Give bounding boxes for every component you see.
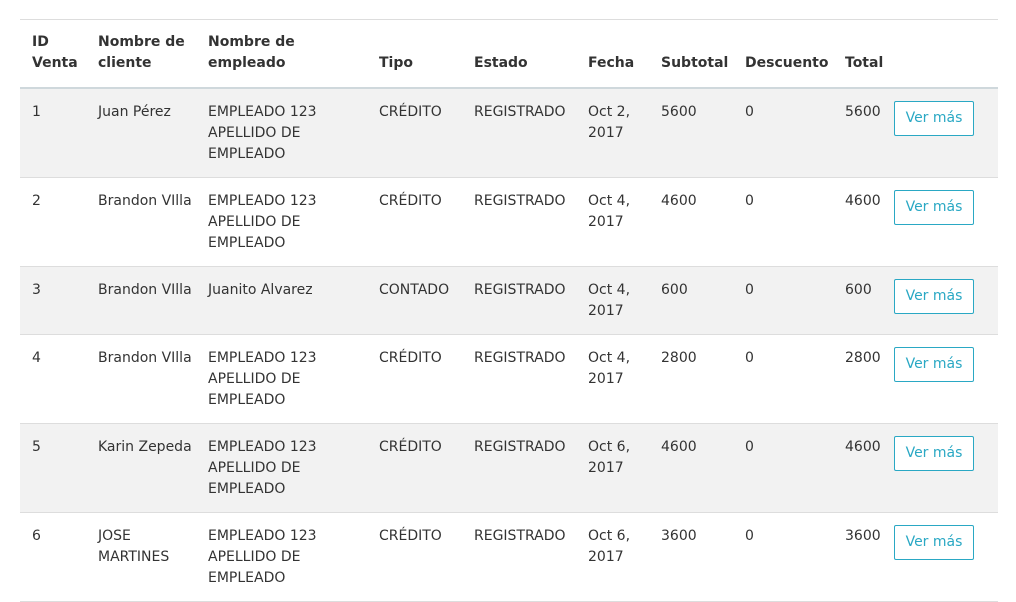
header-total: Total	[833, 20, 888, 89]
cell-total: 4600	[833, 424, 888, 513]
cell-tipo: CRÉDITO	[367, 335, 462, 424]
cell-nombre-cliente: JOSE MARTINES	[86, 513, 196, 602]
header-actions	[888, 20, 998, 89]
table-row	[20, 267, 998, 335]
cell-id-venta: 5	[20, 424, 86, 513]
ver-mas-button[interactable]: Ver más	[894, 101, 974, 136]
header-tipo: Tipo	[367, 20, 462, 89]
cell-nombre-empleado: EMPLEADO 123 APELLIDO DE EMPLEADO	[196, 424, 367, 513]
cell-total: 2800	[833, 335, 888, 424]
cell-fecha: Oct 2, 2017	[576, 88, 649, 178]
cell-descuento: 0	[733, 267, 833, 335]
cell-nombre-empleado: EMPLEADO 123 APELLIDO DE EMPLEADO	[196, 335, 367, 424]
cell-descuento: 0	[733, 513, 833, 602]
cell-nombre-empleado: Juanito Alvarez	[196, 267, 367, 335]
table-row	[20, 88, 998, 178]
header-nombre-empleado: Nombre de empleado	[196, 20, 367, 89]
cell-id-venta: 6	[20, 513, 86, 602]
cell-estado: REGISTRADO	[462, 88, 576, 178]
table-header-row	[20, 20, 998, 89]
header-subtotal: Subtotal	[649, 20, 733, 89]
cell-id-venta: 1	[20, 88, 86, 178]
cell-fecha: Oct 4, 2017	[576, 335, 649, 424]
cell-nombre-cliente: Brandon VIlla	[86, 178, 196, 267]
cell-tipo: CRÉDITO	[367, 513, 462, 602]
cell-estado: REGISTRADO	[462, 335, 576, 424]
sales-table	[20, 19, 998, 602]
cell-fecha: Oct 6, 2017	[576, 513, 649, 602]
cell-descuento: 0	[733, 178, 833, 267]
cell-total: 4600	[833, 178, 888, 267]
cell-nombre-cliente: Juan Pérez	[86, 88, 196, 178]
cell-actions	[888, 267, 998, 335]
cell-id-venta: 3	[20, 267, 86, 335]
cell-fecha: Oct 4, 2017	[576, 267, 649, 335]
cell-subtotal: 600	[649, 267, 733, 335]
header-fecha: Fecha	[576, 20, 649, 89]
cell-nombre-cliente: Karin Zepeda	[86, 424, 196, 513]
cell-descuento: 0	[733, 424, 833, 513]
cell-nombre-cliente: Brandon VIlla	[86, 267, 196, 335]
table-row	[20, 335, 998, 424]
header-estado: Estado	[462, 20, 576, 89]
cell-estado: REGISTRADO	[462, 267, 576, 335]
cell-total: 3600	[833, 513, 888, 602]
header-descuento: Descuento	[733, 20, 833, 89]
cell-total: 600	[833, 267, 888, 335]
ver-mas-button[interactable]: Ver más	[894, 279, 974, 314]
table-body	[20, 88, 998, 602]
table-row	[20, 513, 998, 602]
cell-actions	[888, 513, 998, 602]
cell-tipo: CRÉDITO	[367, 424, 462, 513]
cell-total: 5600	[833, 88, 888, 178]
cell-tipo: CRÉDITO	[367, 88, 462, 178]
cell-estado: REGISTRADO	[462, 513, 576, 602]
cell-fecha: Oct 6, 2017	[576, 424, 649, 513]
cell-tipo: CONTADO	[367, 267, 462, 335]
cell-nombre-empleado: EMPLEADO 123 APELLIDO DE EMPLEADO	[196, 513, 367, 602]
cell-nombre-empleado: EMPLEADO 123 APELLIDO DE EMPLEADO	[196, 178, 367, 267]
ver-mas-button[interactable]: Ver más	[894, 347, 974, 382]
ver-mas-button[interactable]: Ver más	[894, 436, 974, 471]
cell-actions	[888, 88, 998, 178]
cell-subtotal: 4600	[649, 178, 733, 267]
cell-actions	[888, 424, 998, 513]
sales-table-container	[20, 19, 998, 602]
cell-actions	[888, 178, 998, 267]
table-row	[20, 424, 998, 513]
cell-nombre-empleado: EMPLEADO 123 APELLIDO DE EMPLEADO	[196, 88, 367, 178]
cell-nombre-cliente: Brandon VIlla	[86, 335, 196, 424]
cell-subtotal: 4600	[649, 424, 733, 513]
cell-actions	[888, 335, 998, 424]
ver-mas-button[interactable]: Ver más	[894, 525, 974, 560]
cell-id-venta: 4	[20, 335, 86, 424]
header-id-venta: ID Venta	[20, 20, 86, 89]
ver-mas-button[interactable]: Ver más	[894, 190, 974, 225]
cell-id-venta: 2	[20, 178, 86, 267]
cell-estado: REGISTRADO	[462, 424, 576, 513]
cell-subtotal: 2800	[649, 335, 733, 424]
cell-descuento: 0	[733, 88, 833, 178]
cell-descuento: 0	[733, 335, 833, 424]
table-row	[20, 178, 998, 267]
cell-fecha: Oct 4, 2017	[576, 178, 649, 267]
cell-subtotal: 3600	[649, 513, 733, 602]
cell-tipo: CRÉDITO	[367, 178, 462, 267]
header-nombre-cliente: Nombre de cliente	[86, 20, 196, 89]
cell-estado: REGISTRADO	[462, 178, 576, 267]
cell-subtotal: 5600	[649, 88, 733, 178]
